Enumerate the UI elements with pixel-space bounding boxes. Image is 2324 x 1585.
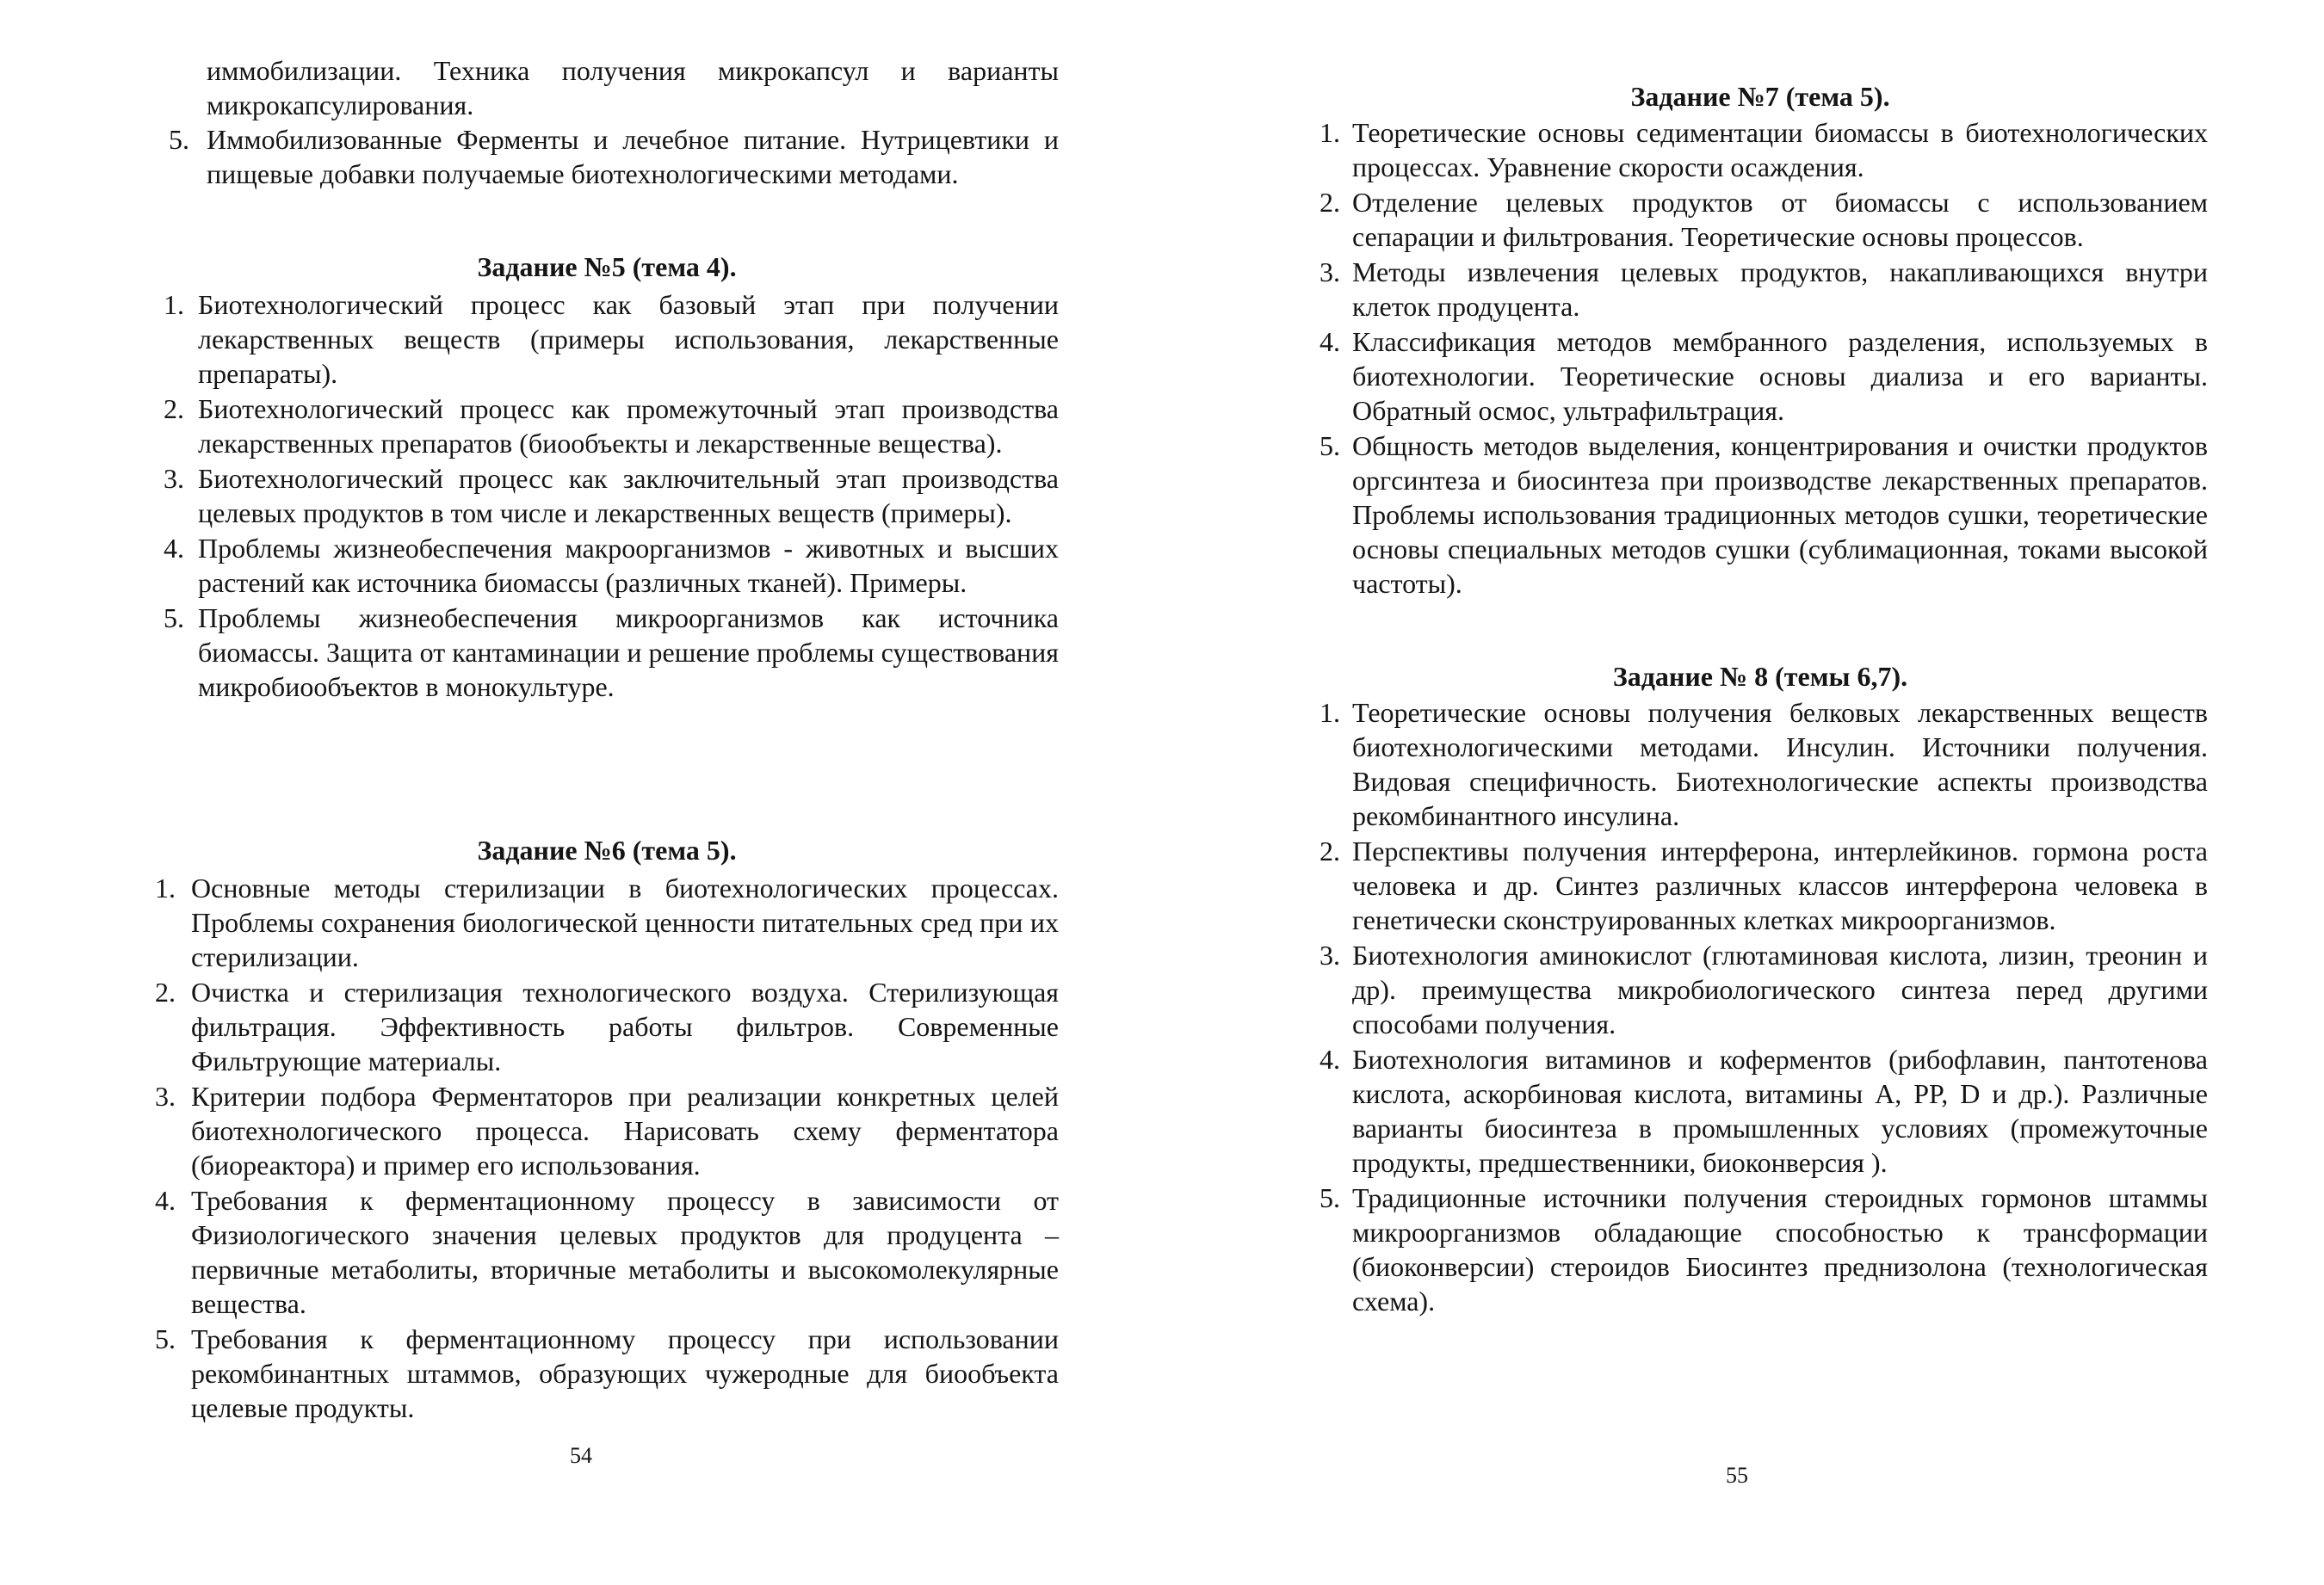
task8-section (1313, 659, 2208, 1319)
item-number: 2. (164, 393, 184, 424)
continuation-list (155, 122, 1059, 191)
item-text: Биотехнологический процесс как промежуточный этап производства лекарственных препаратов (биообъекты и лекарственные вещества). (198, 393, 1059, 459)
list-item (1313, 115, 2208, 184)
item-number: 1. (1320, 697, 1340, 728)
item-text: Проблемы жизнеобеспечения микроорганизмов как источника биомассы. Защита от кантаминации и решение проблемы существования микробиообъектов в монокультуре. (198, 602, 1059, 702)
list-item (1313, 834, 2208, 937)
list-item (155, 461, 1059, 530)
item-number: 5. (155, 1323, 176, 1354)
item-text: Иммобилизованные Ферменты и лечебное питание. Нутрицевтики и пищевые добавки получаемые биотехнологическими методами. (207, 124, 1059, 189)
item-text: Методы извлечения целевых продуктов, накапливающихся внутри клеток продуцента. (1352, 256, 2208, 322)
item-number: 4. (1320, 1044, 1340, 1075)
task8-heading: Задание № 8 (темы 6,7). (1612, 661, 1908, 692)
list-item (155, 1183, 1059, 1321)
item-number: 5. (164, 602, 184, 633)
page-number: 54 (570, 1443, 592, 1468)
list-item (155, 1322, 1059, 1425)
item-number: 3. (1320, 256, 1340, 287)
item-text: Проблемы жизнеобеспечения макроорганизмов - животных и высших растений как источника биомассы (различных тканей). Примеры. (198, 533, 1059, 598)
task7-section (1313, 79, 2208, 601)
list-item (1313, 185, 2208, 254)
list-item (155, 1079, 1059, 1182)
item-number: 3. (164, 463, 184, 494)
task6-heading: Задание №6 (тема 5). (477, 835, 737, 866)
list-item (155, 392, 1059, 460)
item-number: 5. (1320, 1182, 1340, 1213)
item-text: Биотехнология аминокислот (глютаминовая кислота, лизин, треонин и др). преимущества микробиологического синтеза перед другими способами получения. (1352, 940, 2208, 1039)
list-item (1313, 324, 2208, 428)
item-number: 4. (1320, 326, 1340, 357)
item-number: 2. (1320, 836, 1340, 867)
item-number: 4. (164, 533, 184, 564)
item-text: Биотехнологический процесс как заключительный этап производства целевых продуктов в том числе и лекарственных веществ (примеры). (198, 463, 1059, 528)
task6-list (155, 871, 1059, 1425)
item-number: 1. (164, 289, 184, 320)
task7-heading: Задание №7 (тема 5). (1630, 81, 1890, 112)
item-text: Традиционные источники получения стероидных гормонов штаммы микроорганизмов обладающие способностью к трансформации (биоконверсии) стероидов Биосинтез преднизолона (технологическая схема). (1352, 1182, 2208, 1317)
item-number: 4. (155, 1185, 176, 1216)
task5-list (155, 287, 1059, 704)
item-number: 2. (155, 977, 176, 1008)
item-text: Требования к ферментационному процессу при использовании рекомбинантных штаммов, образующих чужеродные для биообъекта целевые продукты. (191, 1323, 1059, 1423)
task5-section (155, 250, 1059, 705)
list-item (1313, 1042, 2208, 1180)
item-number: 5. (1320, 430, 1340, 461)
list-item (155, 871, 1059, 974)
page-number: 55 (1726, 1463, 1748, 1488)
list-item (155, 122, 1059, 191)
item-text: Отделение целевых продуктов от биомассы с использованием сепарации и фильтрования. Теоретические основы процессов. (1352, 187, 2208, 252)
continuation-text: иммобилизации. Техника получения микрокапсул и варианты микрокапсулирования. (207, 55, 1059, 120)
item-text: Требования к ферментационному процессу в зависимости от Физиологического значения целевых продуктов для продуцента – первичные метаболиты, вторичные метаболиты и высокомолекулярные вещества. (191, 1185, 1059, 1319)
item-text: Перспективы получения интерферона, интерлейкинов. гормона роста человека и др. Синтез различных классов интерферона человека в генетически сконструированных клетках микроорганизмов. (1352, 836, 2208, 935)
list-item (1313, 938, 2208, 1041)
continuation-block (155, 53, 1059, 192)
item-text: Общность методов выделения, концентрирования и очистки продуктов оргсинтеза и биосинтеза при производстве лекарственных препаратов. Проблемы использования традиционных методов сушки, теоретические основы специальных методов сушки (сублимационная, токами высокой частоты). (1352, 430, 2208, 599)
list-item (1313, 429, 2208, 601)
item-text: Теоретические основы получения белковых лекарственных веществ биотехнологическими методами. Инсулин. Источники получения. Видовая специфичность. Биотехнологические аспекты производства рекомбинантного инсулина. (1352, 697, 2208, 831)
list-item (1313, 1181, 2208, 1318)
list-item (155, 287, 1059, 391)
item-text: Биотехнологический процесс как базовый этап при получении лекарственных веществ (примеры использования, лекарственные препараты). (198, 289, 1059, 389)
item-number: 5. (169, 124, 189, 155)
list-item (1313, 695, 2208, 833)
item-number: 1. (1320, 117, 1340, 148)
item-text: Очистка и стерилизация технологического воздуха. Стерилизующая фильтрация. Эффективность работы фильтров. Современные Фильтрующие материалы. (191, 977, 1059, 1076)
item-text: Основные методы стерилизации в биотехнологических процессах. Проблемы сохранения биологической ценности питательных сред при их стерилизации. (191, 873, 1059, 972)
item-text: Критерии подбора Ферментаторов при реализации конкретных целей биотехнологического процесса. Нарисовать схему ферментатора (биореактора) и пример его использования. (191, 1081, 1059, 1181)
list-item (1313, 255, 2208, 324)
list-item (155, 531, 1059, 600)
list-item (155, 975, 1059, 1078)
item-text: Биотехнология витаминов и коферментов (рибофлавин, пантотенова кислота, аскорбиновая кислота, витамины А, PP, D и др.). Различные варианты биосинтеза в промышленных условиях (промежуточные продукты, предшественники, биоконверсия ). (1352, 1044, 2208, 1178)
item-text: Классификация методов мембранного разделения, используемых в биотехнологии. Теоретические основы диализа и его варианты. Обратный осмос, ультрафильтрация. (1352, 326, 2208, 426)
task6-section (155, 833, 1059, 1426)
item-text: Теоретические основы седиментации биомассы в биотехнологических процессах. Уравнение скорости осаждения. (1352, 117, 2208, 182)
task8-list (1313, 695, 2208, 1318)
list-item (155, 601, 1059, 704)
item-number: 3. (155, 1081, 176, 1112)
task7-list (1313, 115, 2208, 601)
item-number: 2. (1320, 187, 1340, 218)
task5-heading: Задание №5 (тема 4). (477, 251, 737, 282)
item-number: 3. (1320, 940, 1340, 971)
item-number: 1. (155, 873, 176, 904)
